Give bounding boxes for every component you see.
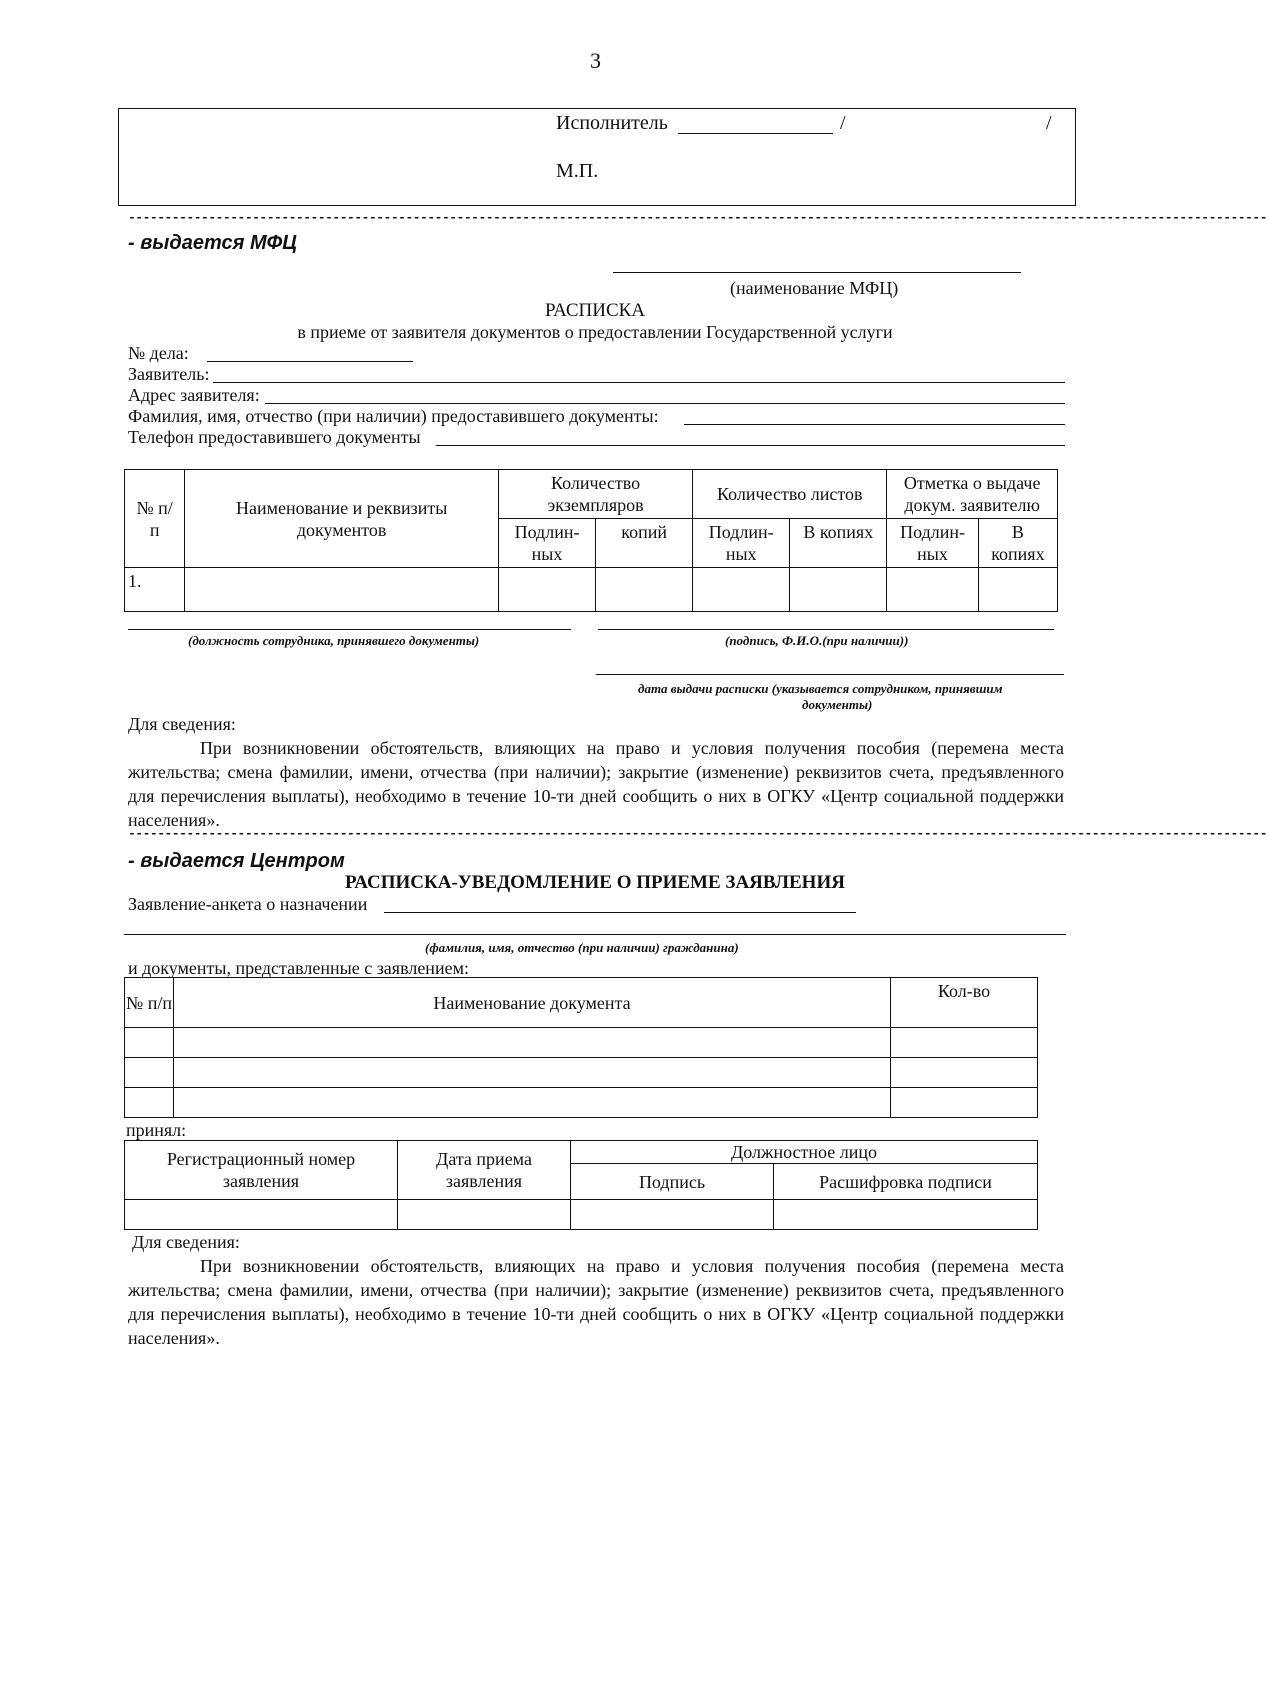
doc-col-name: Наименование документа — [174, 978, 891, 1028]
date-caption-2: документы) — [802, 697, 873, 712]
col-mark — [887, 470, 1058, 519]
col-name-text: Наименование и реквизиты документов — [235, 497, 448, 540]
position-caption: (должность сотрудника, принявшего документы) — [188, 633, 480, 648]
notice-title: РАСПИСКА-УВЕДОМЛЕНИЕ О ПРИЕМЕ ЗАЯВЛЕНИЯ — [345, 872, 845, 893]
doc-row-2-qty — [891, 1058, 1038, 1088]
col-name — [185, 470, 499, 568]
mfc-documents-table — [124, 469, 1058, 612]
date-line — [596, 674, 1064, 675]
sub-in-copies-2-text: В копиях — [991, 522, 1045, 564]
col-mark-text: Отметка о выдаче докум. заявителю — [903, 473, 1041, 515]
sub-original-3 — [887, 519, 978, 568]
application-label: Заявление-анкета о назначении — [128, 894, 368, 914]
reg-col-official: Должностное лицо — [571, 1141, 1038, 1164]
sub-copies-text: копий — [621, 522, 667, 542]
doc-row-2-no — [125, 1058, 174, 1088]
sub-original — [499, 519, 596, 568]
reg-row-decode — [774, 1200, 1038, 1230]
stamp-label: М.П. — [556, 160, 599, 182]
sub-in-copies-text: В копиях — [803, 522, 874, 542]
reg-col-date-text: Дата приема заявления — [436, 1149, 532, 1191]
case-no-label: № дела: — [128, 343, 189, 363]
reg-row-sign — [571, 1200, 774, 1230]
reg-col-number — [125, 1141, 398, 1200]
row1-no: 1. — [125, 568, 185, 612]
executor-label: Исполнитель — [556, 112, 668, 134]
info-title-2: Для сведения: — [132, 1232, 240, 1252]
applicant-line — [213, 382, 1065, 383]
mfc-name-line — [613, 272, 1021, 273]
executor-slash-2: / — [1046, 112, 1052, 134]
address-label: Адрес заявителя: — [128, 385, 260, 405]
col-copies — [499, 470, 693, 519]
reg-sub-decode: Расшифровка подписи — [774, 1164, 1038, 1200]
name-signature-line — [598, 629, 1054, 630]
name-caption: (подпись, Ф.И.О.(при наличии)) — [725, 633, 909, 648]
reg-row-number — [125, 1200, 398, 1230]
row1-sheets-original — [693, 568, 790, 612]
row1-sheets-copies — [790, 568, 887, 612]
col-no — [125, 470, 185, 568]
row1-mark-original — [887, 568, 978, 612]
info-text-1: При возникновении обстоятельств, влияющих на право и условия получения пособия (перемена места жительства; смена фамилии, имени, отчества (при наличии); закрытие (изменение) реквизитов счета, предъявленного для перечисления выплаты), необходимо в течение 10-ти дней сообщить о них в ОГКУ «Центр социальной поддержки населения». — [128, 738, 1064, 830]
separator-dashed-1: ------------------------------------------------------------------------------------------------------------------------------------------------------------ — [128, 210, 1267, 225]
submitter-name-line — [684, 424, 1065, 425]
executor-slash-1: / — [840, 112, 846, 134]
doc-row-2-name — [174, 1058, 891, 1088]
doc-row-3-name — [174, 1088, 891, 1118]
accepted-label: принял: — [126, 1120, 187, 1140]
reg-col-number-text: Регистрационный номер заявления — [166, 1149, 356, 1191]
submitter-name-label: Фамилия, имя, отчество (при наличии) предоставившего документы: — [128, 406, 659, 426]
citizen-line — [124, 934, 1066, 935]
applicant-label: Заявитель: — [128, 364, 210, 384]
sub-original-2-text: Подлин-ных — [708, 522, 774, 564]
issued-by-mfc: - выдается МФЦ — [128, 232, 297, 254]
sub-copies — [596, 519, 693, 568]
submitter-phone-line — [436, 445, 1065, 446]
position-signature-line — [128, 629, 571, 630]
row1-original — [499, 568, 596, 612]
col-copies-text: Количество экземпляров — [547, 473, 644, 515]
center-documents-table — [124, 977, 1038, 1118]
application-line — [384, 912, 856, 913]
col-no-text: № п/п — [136, 497, 173, 540]
doc-row-1-qty — [891, 1028, 1038, 1058]
col-sheets — [693, 470, 887, 519]
sub-in-copies-2 — [978, 519, 1057, 568]
row1-mark-copies — [978, 568, 1057, 612]
case-no-line — [207, 361, 413, 362]
submitter-phone-label: Телефон предоставившего документы — [128, 427, 421, 447]
doc-col-qty: Кол-во — [891, 978, 1038, 1028]
reg-row-date — [398, 1200, 571, 1230]
col-sheets-text: Количество листов — [717, 484, 863, 504]
citizen-caption: (фамилия, имя, отчество (при наличии) гражданина) — [425, 940, 739, 955]
doc-row-3-no — [125, 1088, 174, 1118]
row1-copies — [596, 568, 693, 612]
doc-row-1-name — [174, 1028, 891, 1058]
separator-dashed-2: ------------------------------------------------------------------------------------------------------------------------------------------------------------ — [128, 826, 1267, 841]
info-title-1: Для сведения: — [128, 714, 236, 734]
sub-original-2 — [693, 519, 790, 568]
receipt-subtitle: в приеме от заявителя документов о предоставлении Государственной услуги — [297, 322, 893, 342]
doc-col-no: № п/п — [125, 978, 174, 1028]
sub-original-3-text: Подлин-ных — [900, 522, 965, 564]
reg-sub-sign: Подпись — [571, 1164, 774, 1200]
doc-row-1-no — [125, 1028, 174, 1058]
executor-signature-line — [678, 133, 833, 134]
info-text-2: При возникновении обстоятельств, влияющих на право и условия получения пособия (перемена места жительства; смена фамилии, имени, отчества (при наличии); закрытие (изменение) реквизитов счета, предъявленного для перечисления выплаты), необходимо в течение 10-ти дней сообщить о них в ОГКУ «Центр социальной поддержки населения». — [128, 1256, 1064, 1348]
sub-in-copies — [790, 519, 887, 568]
documents-label: и документы, представленные с заявлением: — [128, 958, 469, 978]
registration-table — [124, 1140, 1038, 1230]
receipt-title: РАСПИСКА — [544, 300, 646, 321]
mfc-name-caption: (наименование МФЦ) — [730, 278, 899, 298]
date-caption-1: дата выдачи расписки (указывается сотрудником, принявшим — [638, 681, 1003, 696]
issued-by-center: - выдается Центром — [128, 850, 345, 872]
doc-row-3-qty — [891, 1088, 1038, 1118]
sub-original-text: Подлин-ных — [514, 522, 580, 564]
address-line — [265, 403, 1065, 404]
reg-col-date — [398, 1141, 571, 1200]
page-number: 3 — [590, 48, 601, 73]
row1-name — [185, 568, 499, 612]
